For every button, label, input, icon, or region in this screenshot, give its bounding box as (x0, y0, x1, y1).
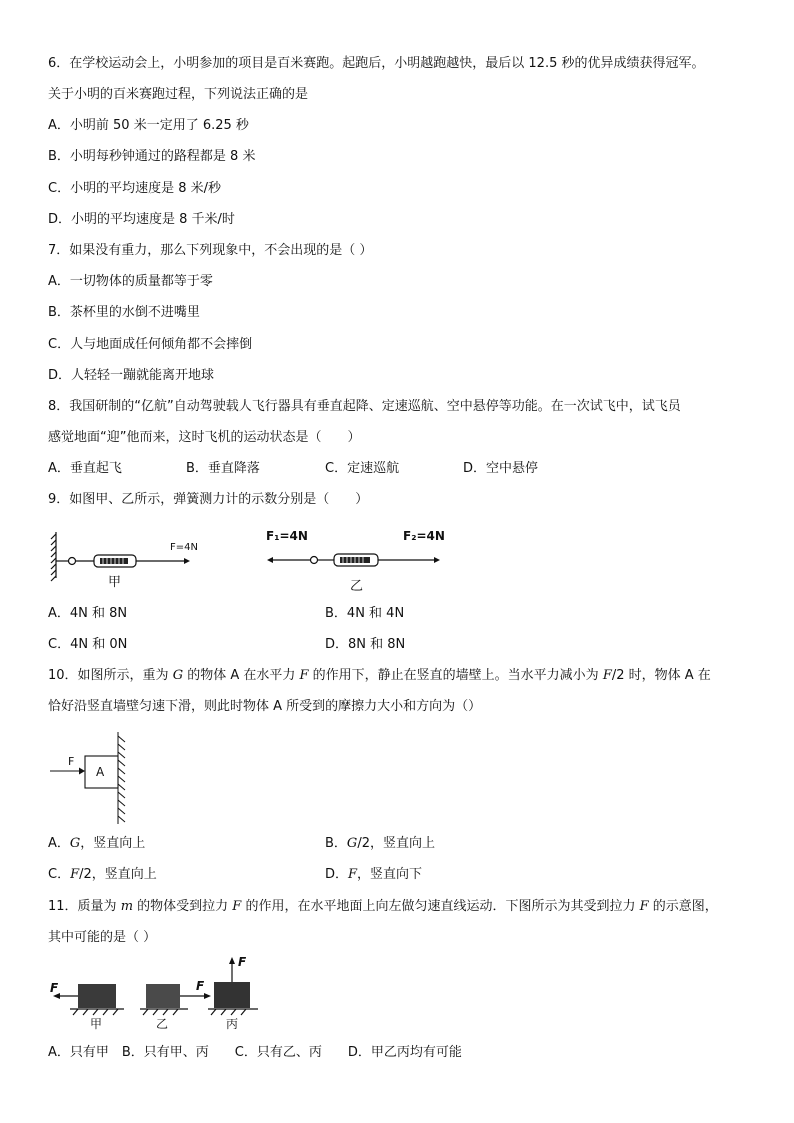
q11-figure-yi-force: F (196, 979, 205, 993)
q10-option-b: B．G/2，竖直向上 (325, 836, 435, 851)
q7-option-a: A．一切物体的质量都等于零 (48, 274, 213, 289)
q9-option-c: C．4N 和 0N (48, 637, 128, 652)
q8-option-c: C．定速巡航 (325, 461, 400, 476)
q8-stem-line1: 8．我国研制的“亿航”自动驾驶载人飞行器具有垂直起降、定速巡航、空中悬停等功能。在一次试飞中，试飞员 (48, 399, 681, 414)
q8-option-d: D．空中悬停 (463, 461, 539, 476)
q6-option-d: D．小明的平均速度是 8 千米/时 (48, 212, 235, 227)
q11-stem-line2: 其中可能的是（ ） (48, 930, 157, 945)
q11-options: A．只有甲 B．只有甲、丙 C．只有乙、丙 D．甲乙丙均有可能 (48, 1045, 462, 1060)
q9-left-force-label: F=4N (170, 542, 198, 553)
q6-option-b: B．小明每秒钟通过的路程都是 8 米 (48, 149, 256, 164)
q10-figure-block-label: A (96, 765, 105, 779)
q6-option-a: A．小明前 50 米一定用了 6.25 秒 (48, 118, 249, 133)
q11-figure-bing-label: 丙 (226, 1017, 239, 1031)
q10-option-d: D．F，竖直向下 (325, 867, 423, 882)
q7-option-c: C．人与地面成任何倾角都不会摔倒 (48, 337, 253, 352)
q6-stem-line1: 6．在学校运动会上，小明参加的项目是百米赛跑。起跑后，小明越跑越快，最后以 12.5 秒的优异成绩获得冠军。 (48, 56, 705, 71)
q7-stem: 7．如果没有重力，那么下列现象中，不会出现的是（ ） (48, 243, 373, 258)
q11-stem-line1: 11．质量为 m 的物体受到拉力 F 的作用，在水平地面上向左做匀速直线运动．下图所示为其受到拉力 F 的示意图， (48, 899, 718, 914)
q11-figure-bing-force: F (238, 955, 247, 969)
q10-figure-block-wall (48, 730, 138, 826)
q7-option-d: D．人轻轻一蹦就能离开地球 (48, 368, 215, 383)
q9-figure-right-spring-scale (264, 528, 454, 598)
q10-figure-force-label: F (68, 755, 75, 768)
q8-option-b: B．垂直降落 (186, 461, 260, 476)
q10-option-c: C．F/2，竖直向上 (48, 867, 157, 882)
q10-stem-line2: 恰好沿竖直墙壁匀速下滑，则此时物体 A 所受到的摩擦力大小和方向为（） (48, 699, 482, 714)
q9-option-a: A．4N 和 8N (48, 606, 128, 621)
q9-right-f2-label: F₂=4N (403, 529, 445, 543)
q11-figure-yi-label: 乙 (156, 1017, 169, 1031)
q11-figure-jia-force: F (50, 981, 59, 995)
q11-figure-blocks (48, 954, 278, 1034)
q9-option-d: D．8N 和 8N (325, 637, 406, 652)
q9-stem: 9．如图甲、乙所示，弹簧测力计的示数分别是（ ） (48, 492, 369, 507)
q7-option-b: B．茶杯里的水倒不进嘴里 (48, 305, 200, 320)
q8-stem-line2: 感觉地面“迎”他而来，这时飞机的运动状态是（ ） (48, 430, 361, 445)
q6-option-c: C．小明的平均速度是 8 米/秒 (48, 181, 221, 196)
q8-option-a: A．垂直起飞 (48, 461, 122, 476)
q9-option-b: B．4N 和 4N (325, 606, 405, 621)
q9-right-caption: 乙 (350, 579, 364, 594)
q10-option-a: A．G，竖直向上 (48, 836, 146, 851)
q9-right-f1-label: F₁=4N (266, 529, 308, 543)
q9-figure-left-spring-scale (48, 528, 208, 594)
q11-figure-jia-label: 甲 (90, 1017, 103, 1031)
q10-stem-line1: 10．如图所示，重为 G 的物体 A 在水平力 F 的作用下，静止在竖直的墙壁上。当水平力减小为 F/2 时，物体 A 在 (48, 668, 711, 683)
q6-stem-line2: 关于小明的百米赛跑过程，下列说法正确的是 (48, 87, 309, 102)
q9-left-caption: 甲 (108, 575, 122, 590)
